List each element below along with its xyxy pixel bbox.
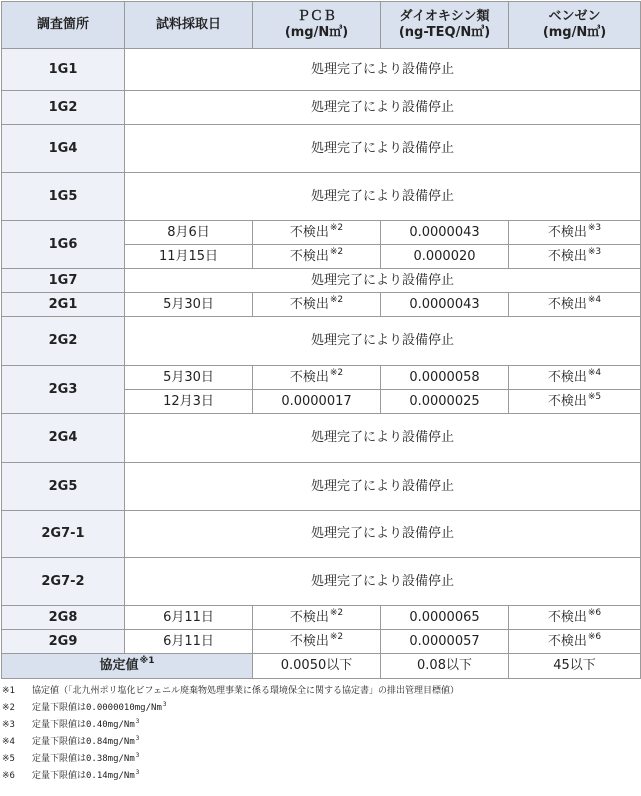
- date-cell: 8月6日: [125, 221, 253, 245]
- stopped-cell: 処理完了により設備停止: [125, 91, 641, 125]
- location-cell: 1G7: [2, 269, 125, 293]
- location-cell: 2G3: [2, 366, 125, 414]
- dioxin-cell: 0.0000043: [381, 221, 509, 245]
- benzene-cell: 不検出$^{※3}$: [509, 221, 641, 245]
- stopped-cell: 処理完了により設備停止: [125, 558, 641, 606]
- date-cell: 12月3日: [125, 390, 253, 414]
- location-cell: 1G4: [2, 125, 125, 173]
- dioxin-cell: 0.0000043: [381, 293, 509, 317]
- footnote: ※3 定量下限値は0.40mg/Nm$^3$: [2, 718, 140, 730]
- table-row: [2, 630, 641, 654]
- table-row: [2, 366, 641, 390]
- benzene-cell: 不検出$^{※4}$: [509, 366, 641, 390]
- pcb-cell: 不検出$^{※2}$: [253, 221, 381, 245]
- location-cell: 2G7-1: [2, 511, 125, 558]
- table-row: [2, 558, 641, 606]
- pcb-cell: 不検出$^{※2}$: [253, 606, 381, 630]
- footnote: ※6 定量下限値は0.14mg/Nm$^3$: [2, 769, 140, 781]
- dioxin-cell: 0.0000057: [381, 630, 509, 654]
- measurement-table: [1, 1, 641, 679]
- agreement-label: 協定値$^{※1}$: [2, 654, 253, 679]
- header-location: 調査箇所: [2, 2, 125, 49]
- date-cell: 5月30日: [125, 293, 253, 317]
- location-cell: 2G5: [2, 463, 125, 511]
- location-cell: 2G2: [2, 317, 125, 366]
- benzene-cell: 不検出$^{※4}$: [509, 293, 641, 317]
- header-benzene: ベンゼン (mg/N㎥): [509, 2, 641, 49]
- dioxin-cell: 0.000020: [381, 245, 509, 269]
- agreement-row: [2, 654, 641, 679]
- stopped-cell: 処理完了により設備停止: [125, 414, 641, 463]
- footnote: ※2 定量下限値は0.0000010mg/Nm$^3$: [2, 701, 167, 713]
- location-cell: 1G1: [2, 49, 125, 91]
- table-row: [2, 463, 641, 511]
- location-cell: 1G5: [2, 173, 125, 221]
- footnote: ※1 協定値（「北九州ポリ塩化ビフェニル廃棄物処理事業に係る環境保全に関する協定書」の排出管理目標値）: [2, 686, 460, 696]
- location-cell: 2G9: [2, 630, 125, 654]
- stopped-cell: 処理完了により設備停止: [125, 463, 641, 511]
- table-row: [2, 511, 641, 558]
- dioxin-cell: 0.0000025: [381, 390, 509, 414]
- footnotes: [2, 683, 638, 785]
- dioxin-cell: 0.0000065: [381, 606, 509, 630]
- pcb-cell: 不検出$^{※2}$: [253, 293, 381, 317]
- benzene-cell: 不検出$^{※6}$: [509, 606, 641, 630]
- pcb-cell: 不検出$^{※2}$: [253, 630, 381, 654]
- table-row: [2, 414, 641, 463]
- stopped-cell: 処理完了により設備停止: [125, 511, 641, 558]
- table-row: [2, 173, 641, 221]
- header-row: [2, 2, 641, 49]
- location-cell: 2G7-2: [2, 558, 125, 606]
- table-row: [2, 293, 641, 317]
- benzene-cell: 不検出$^{※5}$: [509, 390, 641, 414]
- date-cell: 5月30日: [125, 366, 253, 390]
- pcb-cell: 0.0000017: [253, 390, 381, 414]
- table-row: [2, 49, 641, 91]
- agreement-dioxin: 0.08以下: [381, 654, 509, 679]
- table-row: [2, 269, 641, 293]
- agreement-benzene: 45以下: [509, 654, 641, 679]
- date-cell: 6月11日: [125, 630, 253, 654]
- table-row: [2, 91, 641, 125]
- pcb-cell: 不検出$^{※2}$: [253, 366, 381, 390]
- location-cell: 1G6: [2, 221, 125, 269]
- date-cell: 11月15日: [125, 245, 253, 269]
- stopped-cell: 処理完了により設備停止: [125, 173, 641, 221]
- stopped-cell: 処理完了により設備停止: [125, 317, 641, 366]
- agreement-pcb: 0.0050以下: [253, 654, 381, 679]
- location-cell: 2G8: [2, 606, 125, 630]
- stopped-cell: 処理完了により設備停止: [125, 49, 641, 91]
- location-cell: 2G1: [2, 293, 125, 317]
- header-date: 試料採取日: [125, 2, 253, 49]
- header-pcb: ＰＣＢ (mg/N㎥): [253, 2, 381, 49]
- location-cell: 2G4: [2, 414, 125, 463]
- table-row: [2, 221, 641, 245]
- benzene-cell: 不検出$^{※6}$: [509, 630, 641, 654]
- dioxin-cell: 0.0000058: [381, 366, 509, 390]
- footnote: ※4 定量下限値は0.84mg/Nm$^3$: [2, 735, 140, 747]
- footnote: ※5 定量下限値は0.38mg/Nm$^3$: [2, 752, 140, 764]
- table-row: [2, 606, 641, 630]
- header-dioxin: ダイオキシン類 (ng-TEQ/N㎥): [381, 2, 509, 49]
- benzene-cell: 不検出$^{※3}$: [509, 245, 641, 269]
- stopped-cell: 処理完了により設備停止: [125, 125, 641, 173]
- stopped-cell: 処理完了により設備停止: [125, 269, 641, 293]
- pcb-cell: 不検出$^{※2}$: [253, 245, 381, 269]
- table-row: [2, 125, 641, 173]
- table-row: [2, 317, 641, 366]
- date-cell: 6月11日: [125, 606, 253, 630]
- location-cell: 1G2: [2, 91, 125, 125]
